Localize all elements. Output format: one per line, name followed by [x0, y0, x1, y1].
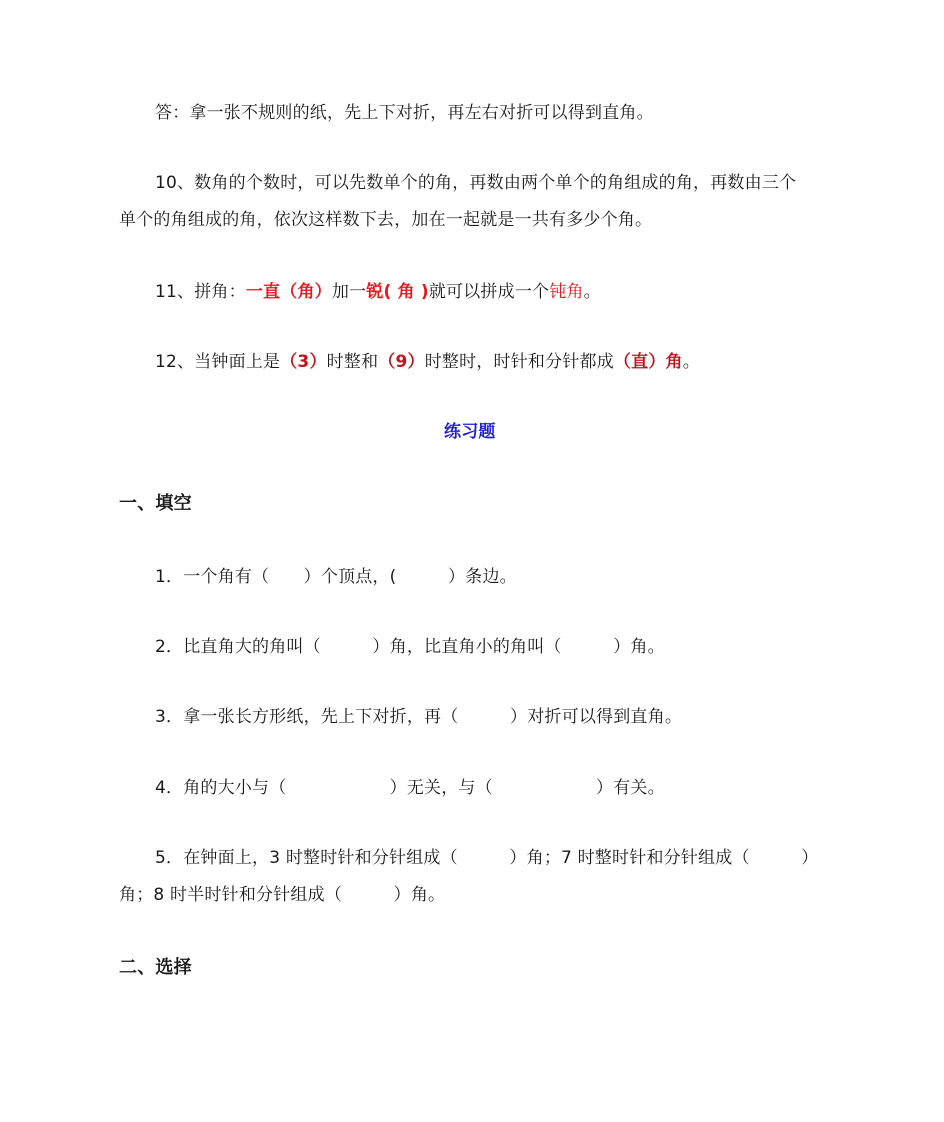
item-12	[155, 350, 700, 374]
question-2: 2．比直角大的角叫（ ）角，比直角小的角叫（ ）角。	[155, 637, 665, 657]
item-11-prefix: 11、拼角：	[155, 282, 246, 302]
item-12-answer-right-angle: （直）角	[613, 352, 683, 372]
section-choice-heading: 二、选择	[119, 957, 192, 978]
item-11-answer-obtuse-angle: 钝角	[549, 282, 584, 302]
item-12-end: 。	[682, 352, 700, 372]
item-10-line-2: 单个的角组成的角，依次这样数下去，加在一起就是一共有多少个角。	[119, 210, 653, 230]
question-1: 1．一个角有（ ）个顶点，( ）条边。	[155, 567, 517, 587]
item-12-mid2: 时整时，时针和分针都成	[424, 352, 614, 372]
item-12-prefix: 12、当钟面上是	[155, 352, 281, 372]
exercise-title: 练习题	[444, 422, 496, 442]
item-12-mid1: 时整和	[326, 352, 379, 372]
question-3: 3．拿一张长方形纸，先上下对折，再（ ）对折可以得到直角。	[155, 707, 683, 727]
item-11-mid2: 就可以拼成一个	[428, 282, 550, 302]
section-fill-in-heading: 一、填空	[119, 493, 192, 514]
item-11-mid: 加一	[331, 282, 367, 302]
question-5-line-1: 5．在钟面上，3 时整时针和分针组成（ ）角；7 时整时针和分针组成（ ）	[155, 848, 819, 868]
item-11	[155, 280, 601, 304]
item-12-answer-3: （3）	[280, 352, 327, 372]
item-11-end: 。	[583, 282, 601, 302]
question-4: 4．角的大小与（ ）无关，与（ ）有关。	[155, 778, 665, 798]
item-10-line-1: 10、数角的个数时，可以先数单个的角，再数由两个单个的角组成的角，再数由三个	[155, 173, 797, 193]
item-11-answer-right-angle: 一直（角）	[245, 282, 332, 302]
item-11-answer-acute-angle: 锐( 角 )	[366, 282, 429, 302]
item-12-answer-9: （9）	[378, 352, 425, 372]
answer-line: 答：拿一张不规则的纸，先上下对折，再左右对折可以得到直角。	[155, 103, 654, 123]
question-5-line-2: 角；8 时半时针和分针组成（ ）角。	[119, 885, 446, 905]
